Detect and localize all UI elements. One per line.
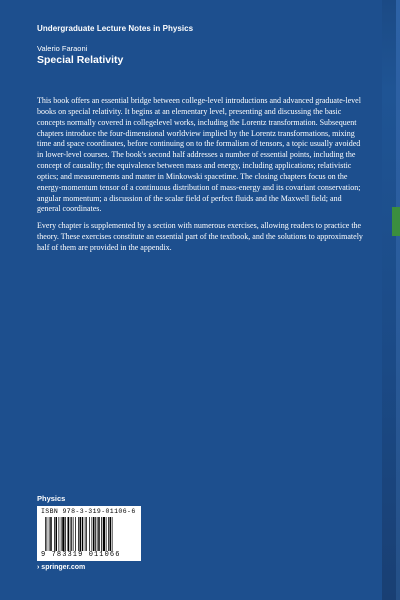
barcode-bar: [98, 517, 100, 551]
spine-highlight: [396, 0, 400, 600]
publisher-text: springer.com: [41, 564, 86, 571]
spine-color-tab: [392, 207, 400, 236]
barcode-bar: [110, 517, 112, 551]
barcode-icon: [45, 517, 139, 551]
barcode-bar: [89, 517, 90, 551]
arrow-icon: ›: [37, 564, 40, 571]
barcode-bar: [50, 517, 52, 551]
barcode-bar: [93, 517, 95, 551]
publisher-url: [37, 564, 85, 571]
barcode-bar: [56, 517, 58, 551]
isbn-label: ISBN 978-3-319-01106-6: [41, 508, 136, 515]
barcode-bar: [106, 517, 107, 551]
barcode-bar: [59, 517, 60, 551]
barcode-bar: [45, 517, 46, 551]
blurb-paragraph-2: Every chapter is supplemented by a section with numerous exercises, allowing readers to practice the theory. These exercises constitute an essential part of the textbook, and the solutions to approximately half of them are provided in the appendix.: [37, 221, 363, 252]
barcode-bar: [47, 517, 48, 551]
barcode-bar: [78, 517, 79, 551]
barcode-bar: [73, 517, 74, 551]
barcode-bar: [75, 517, 76, 551]
barcode-bar: [62, 517, 64, 551]
barcode-bar: [71, 517, 72, 551]
blurb-paragraph-1: This book offers an essential bridge between college-level introductions and advanced graduate-level books on special relativity. It begins at an elementary level, presenting and discussing the basic concepts normally covered in collegelevel works, including the Lorentz transformation. Subsequent chapters introduce the four-dimensional worldview implied by the Lorentz transformations, mixing time and space coordinates, before continuing on to the formalism of tensors, a topic usually avoided in lower-level courses. The book's second half addresses a number of essential points, including the concept of causality; the equivalence between mass and energy, including applications; relativistic optics; and measurements and matter in Minkowski spacetime. The closing chapters focus on the energy-momentum tensor of a continuous distribution of mass-energy and its covariant conservation; angular momentum; a discussion of the scalar field of perfect fluids and the Maxwell field; and general coordinates.: [37, 96, 361, 214]
barcode-bar: [97, 517, 98, 551]
barcode-bar: [86, 517, 87, 551]
barcode-bar: [82, 517, 84, 551]
author-name: Valerio Faraoni: [37, 44, 88, 53]
subject-label: Physics: [37, 494, 66, 503]
barcode-bar: [112, 517, 113, 551]
barcode-bar: [103, 517, 105, 551]
blurb: [37, 96, 364, 260]
barcode-bar: [101, 517, 102, 551]
barcode-bar: [80, 517, 82, 551]
book-title: Special Relativity: [37, 54, 124, 66]
barcode-bar: [54, 517, 55, 551]
series-title: Undergraduate Lecture Notes in Physics: [37, 24, 194, 33]
barcode-bar: [65, 517, 66, 551]
barcode-bar: [49, 517, 50, 551]
barcode-bar: [70, 517, 71, 551]
barcode-bar: [108, 517, 109, 551]
barcode-bar: [95, 517, 96, 551]
barcode-number: 9 783319 011066: [41, 551, 121, 559]
barcode-bar: [68, 517, 70, 551]
barcode-bar: [85, 517, 86, 551]
barcode-panel: [37, 506, 141, 561]
barcode-bar: [61, 517, 62, 551]
barcode-bar: [92, 517, 93, 551]
